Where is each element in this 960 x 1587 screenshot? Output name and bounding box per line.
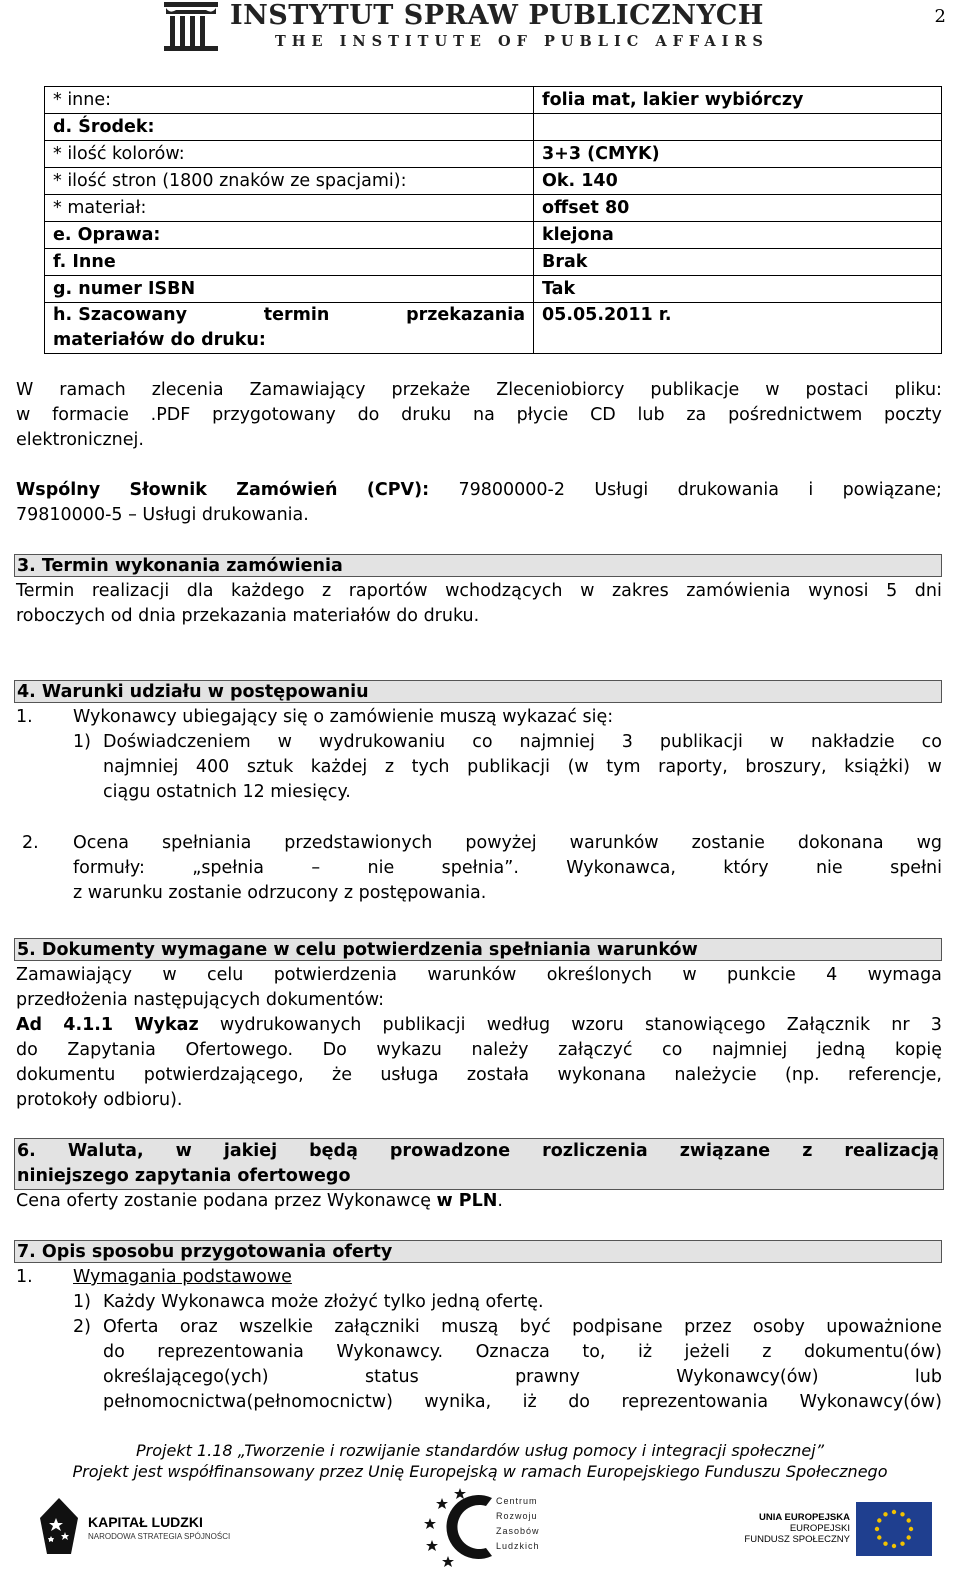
table-row (45, 222, 942, 249)
table-label-cell: * ilość kolorów: (45, 141, 534, 168)
paragraph-line: w formacie .PDF przygotowany do druku na płycie CD lub za pośrednictwem poczty (16, 405, 942, 425)
table-row (45, 87, 942, 114)
table-label-cell: * inne: (45, 87, 534, 114)
paragraph-line: elektronicznej. (16, 430, 144, 450)
eu-star-icon (875, 1527, 879, 1531)
table-row (45, 195, 942, 222)
paragraph-line: do Zapytania Ofertowego. Do wykazu należy załączyć co najmniej jedną kopię (16, 1040, 942, 1060)
paragraph-line: dokumentu potwierdzającego, że usługa została wykonana należycie (np. referencje, (16, 1065, 942, 1085)
eu-star-icon (907, 1518, 911, 1522)
section-4-heading: 4. Warunki udziału w postępowaniu (14, 680, 942, 703)
logo-left-title: KAPITAŁ LUDZKI (88, 1514, 203, 1530)
table-value-cell: offset 80 (542, 198, 630, 218)
section-5-heading: 5. Dokumenty wymagane w celu potwierdzenia spełniania warunków (14, 938, 942, 961)
print-spec-table (44, 86, 942, 354)
sub-list-text: Doświadczeniem w wydrukowaniu co najmniej 3 publikacji w nakładzie co najmniej 400 sztuk każdej z tych publikacji (w tym raporty, broszury, książki) w ciągu ostatnich 12 miesięcy. (103, 732, 942, 802)
section-7-heading: 7. Opis sposobu przygotowania oferty (14, 1240, 942, 1263)
eu-star-icon (900, 1542, 904, 1546)
eu-star-icon (892, 1510, 896, 1514)
footer-project-line: Projekt 1.18 „Tworzenie i rozwijanie standardów usług pomocy i integracji społecznej” (136, 1441, 824, 1460)
table-value-cell (534, 114, 942, 141)
kapital-ludzki-star-icon (38, 1496, 80, 1556)
table-label-cell: g. numer ISBN (45, 276, 534, 303)
eu-star-icon (907, 1535, 911, 1539)
table-row (45, 303, 942, 354)
table-value-cell: 05.05.2011 r. (542, 305, 672, 325)
table-row (45, 276, 942, 303)
eu-star-icon (883, 1542, 887, 1546)
eu-star-icon (892, 1544, 896, 1548)
crzl-logo (420, 1484, 550, 1568)
table-value-cell: Ok. 140 (542, 171, 618, 191)
table-label-cell: e. Oprawa: (45, 222, 534, 249)
institute-logo-icon (160, 0, 222, 52)
sub-list-item (16, 1290, 942, 1315)
list-text: Ocena spełniania przedstawionych powyżej warunków zostanie dokonana wg formuły: „spełnia – nie spełnia”. Wykonawca, który nie spełni z warunku zostanie odrzucony z postępowania. (73, 833, 942, 903)
paragraph-line: W ramach zlecenia Zamawiający przekaże Zleceniobiorcy publikacje w postaci pliku: (16, 380, 942, 400)
list-number: 1. (16, 1267, 33, 1287)
table-row (45, 114, 942, 141)
sub-list-item (16, 1315, 942, 1415)
list-number: 1. (16, 707, 33, 727)
eu-efs-logo (744, 1498, 932, 1570)
table-row (45, 141, 942, 168)
table-value-cell: klejona (542, 225, 614, 245)
table-value-cell: folia mat, lakier wybiórczy (542, 90, 804, 110)
list-text: Wykonawcy ubiegający się o zamówienie muszą wykazać się: (73, 707, 614, 727)
sub-list-number: 2) (73, 1317, 91, 1337)
eu-star-icon (877, 1518, 881, 1522)
cpv-line: Wspólny Słownik Zamówień (CPV): 79800000-2 Usługi drukowania i powiązane; (16, 480, 942, 500)
logo-left-subtitle: NARODOWA STRATEGIA SPÓJNOŚCI (88, 1532, 231, 1541)
section-7-body (16, 1265, 942, 1415)
table-value-cell: Brak (542, 252, 588, 272)
paragraph-pdf (16, 378, 942, 453)
eu-star-icon (883, 1512, 887, 1516)
paragraph-line: Zamawiający w celu potwierdzenia warunków określonych w punkcie 4 wymaga (16, 965, 942, 985)
section-3-heading: 3. Termin wykonania zamówienia (14, 554, 942, 577)
sub-list-number: 1) (73, 1292, 91, 1312)
cpv-paragraph (16, 478, 942, 528)
section-6-heading: 6. Waluta, w jakiej będą prowadzone rozliczenia związane z realizacją niniejszego zapytania ofertowego (14, 1138, 944, 1190)
table-row (45, 168, 942, 195)
section-4-body (16, 705, 942, 906)
table-row (45, 249, 942, 276)
sub-list-number: 1) (73, 732, 91, 752)
paragraph-line: protokoły odbioru). (16, 1090, 183, 1110)
eu-star-icon (900, 1512, 904, 1516)
list-item (16, 831, 942, 906)
table-label-cell: d. Środek: (45, 114, 534, 141)
eu-star-icon (909, 1527, 913, 1531)
table-value-cell: 3+3 (CMYK) (542, 144, 660, 164)
section-3-body (16, 579, 942, 629)
eu-star-icon (877, 1535, 881, 1539)
table-label-cell: f. Inne (45, 249, 534, 276)
table-label-cell: h. Szacowany termin przekazania materiałów do druku: (45, 303, 534, 354)
paragraph-line: przedłożenia następujących dokumentów: (16, 990, 385, 1010)
list-number: 2. (22, 833, 39, 853)
page-number: 2 (934, 6, 946, 27)
paragraph-line: Termin realizacji dla każdego z raportów wchodzących w zakres zamówienia wynosi 5 dni (16, 581, 942, 601)
table-label-cell: * ilość stron (1800 znaków ze spacjami): (45, 168, 534, 195)
section-5-body (16, 963, 942, 1113)
eu-flag-icon (856, 1502, 932, 1556)
institute-title: INSTYTUT SPRAW PUBLICZNYCH (230, 0, 764, 31)
footer-funding-line: Projekt jest współfinansowany przez Unię Europejską w ramach Europejskiego Funduszu Społecznego (72, 1462, 888, 1481)
kapital-ludzki-logo (38, 1502, 231, 1562)
paragraph-line: roboczych od dnia przekazania materiałów do druku. (16, 606, 480, 626)
sub-list-text: Każdy Wykonawca może złożyć tylko jedną ofertę. (103, 1292, 544, 1312)
table-value-cell: Tak (542, 279, 576, 299)
institute-subtitle: THE INSTITUTE OF PUBLIC AFFAIRS (275, 33, 769, 50)
sub-list-item (16, 730, 942, 805)
crzl-words: Centrum Rozwoju Zasobów Ludzkich (496, 1496, 540, 1551)
eu-logo-text: UNIA EUROPEJSKA EUROPEJSKI FUNDUSZ SPOŁECZNY (744, 1512, 850, 1545)
paragraph-line: Ad 4.1.1 Wykaz wydrukowanych publikacji według wzoru stanowiącego Załącznik nr 3 (16, 1015, 942, 1035)
list-item (16, 705, 942, 730)
list-item (16, 1265, 942, 1290)
cpv-line: 79810000-5 – Usługi drukowania. (16, 505, 309, 525)
list-text: Wymagania podstawowe (73, 1267, 292, 1287)
section-6-body: Cena oferty zostanie podana przez Wykonawcę w PLN. (16, 1191, 503, 1211)
table-label-cell: * materiał: (45, 195, 534, 222)
sub-list-text: Oferta oraz wszelkie załączniki muszą być podpisane przez osoby upoważnione do reprezentowania Wykonawcy. Oznacza to, iż jeżeli z dokumentu(ów) określającego(ych) status prawny Wykonawcy(ów) lub pełnomocnictwa(pełnomocnictw) wynika, iż do reprezentowania Wykonawcy(ów) (103, 1317, 942, 1412)
